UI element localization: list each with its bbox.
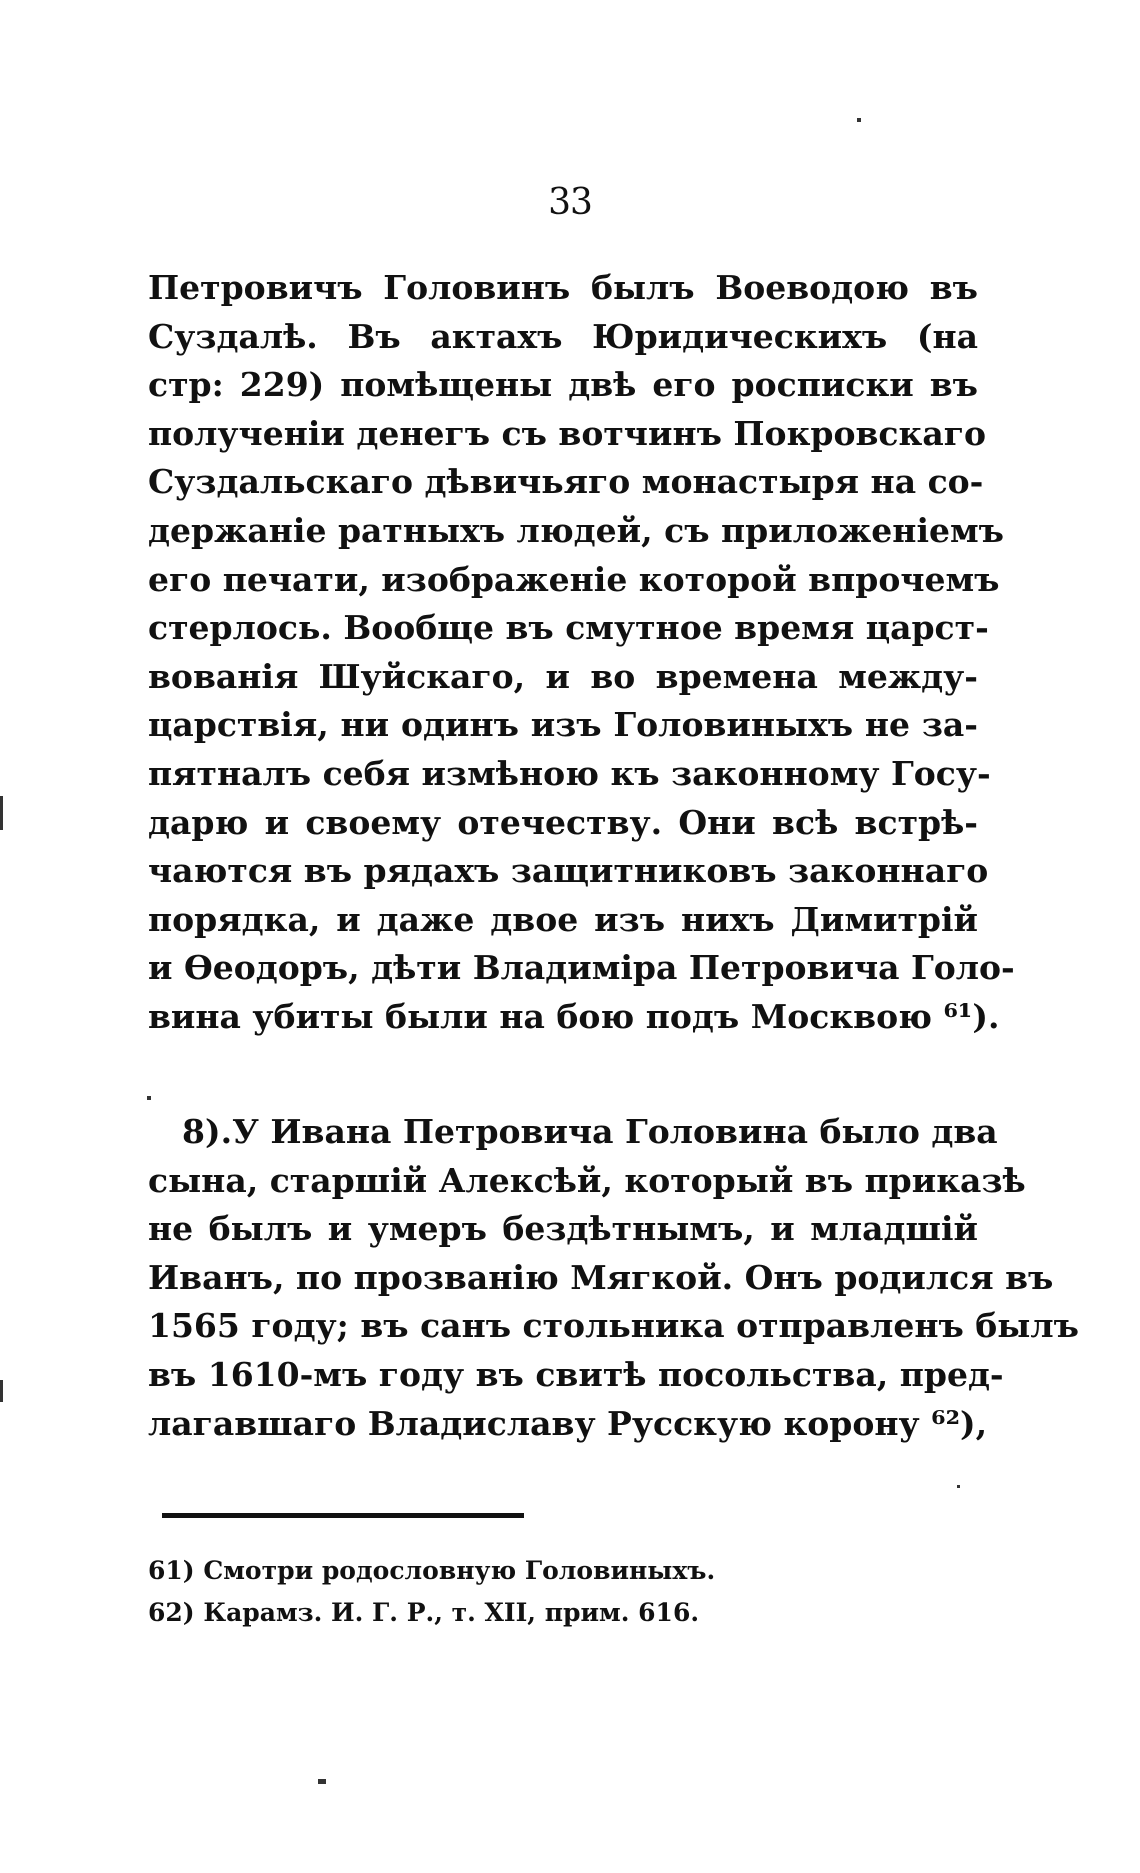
footnote-61: 61) Смотри родословную Головиныхъ.: [148, 1556, 716, 1585]
scan-speck: [957, 1485, 960, 1488]
text-line: чаются въ рядахъ защитниковъ законнаго: [148, 851, 989, 891]
text-line: 8).У Ивана Петровича Головина было два: [182, 1112, 998, 1151]
text-line: Суздальскаго дѣвичьяго монастыря на со-: [148, 462, 984, 502]
text-line: не былъ и умеръ бездѣтнымъ, и младшій: [148, 1209, 978, 1249]
footnote-62: 62) Карамз. И. Г. Р., т. XII, прим. 616.: [148, 1598, 700, 1627]
paragraph-1: [148, 264, 1015, 1042]
scan-speck: [318, 1779, 326, 1784]
text-line: дарю и своему отечеству. Они всѣ встрѣ-: [148, 802, 978, 842]
scan-speck: [147, 1096, 151, 1100]
text-line: лагавшаго Владиславу Русскую корону ⁶²),: [148, 1403, 988, 1443]
text-line: его печати, изображеніе которой впрочемъ: [148, 559, 1000, 599]
scan-speck: [0, 1380, 3, 1402]
text-line: Петровичъ Головинъ былъ Воеводою въ: [148, 268, 978, 307]
text-line: и Ѳеодоръ, дѣти Владиміра Петровича Голо-: [148, 948, 1015, 988]
text-line: вина убиты были на бою подъ Москвою ⁶¹).: [148, 996, 1000, 1036]
text-line: Иванъ, по прозванію Мягкой. Онъ родился въ: [148, 1257, 1054, 1297]
text-line: вованія Шуйскаго, и во времена между-: [148, 656, 978, 696]
footnote-rule: [162, 1513, 524, 1518]
page-number: 33: [548, 182, 592, 223]
footnotes: [148, 1550, 715, 1634]
text-line: стерлось. Вообще въ смутное время царст-: [148, 608, 989, 648]
text-line: въ 1610-мъ году въ свитѣ посольства, пред-: [148, 1354, 1004, 1394]
text-line: 1565 году; въ санъ стольника отправленъ былъ: [148, 1306, 1079, 1346]
paragraph-2: [148, 1108, 1079, 1448]
text-line: пятналъ себя измѣною къ законному Госу-: [148, 753, 991, 793]
text-line: сына, старшій Алексѣй, который въ приказѣ: [148, 1160, 1026, 1200]
scan-speck: [857, 118, 861, 122]
text-line: царствія, ни одинъ изъ Головиныхъ не за-: [148, 705, 978, 745]
text-line: стр: 229) помѣщены двѣ его росписки въ: [148, 365, 978, 405]
text-line: порядка, и даже двое изъ нихъ Димитрій: [148, 899, 978, 939]
scan-speck: [0, 796, 3, 830]
text-line: Суздалѣ. Въ актахъ Юридическихъ (на: [148, 316, 978, 356]
text-line: полученіи денегъ съ вотчинъ Покровскаго: [148, 413, 986, 453]
text-line: держаніе ратныхъ людей, съ приложеніемъ: [148, 510, 1004, 550]
